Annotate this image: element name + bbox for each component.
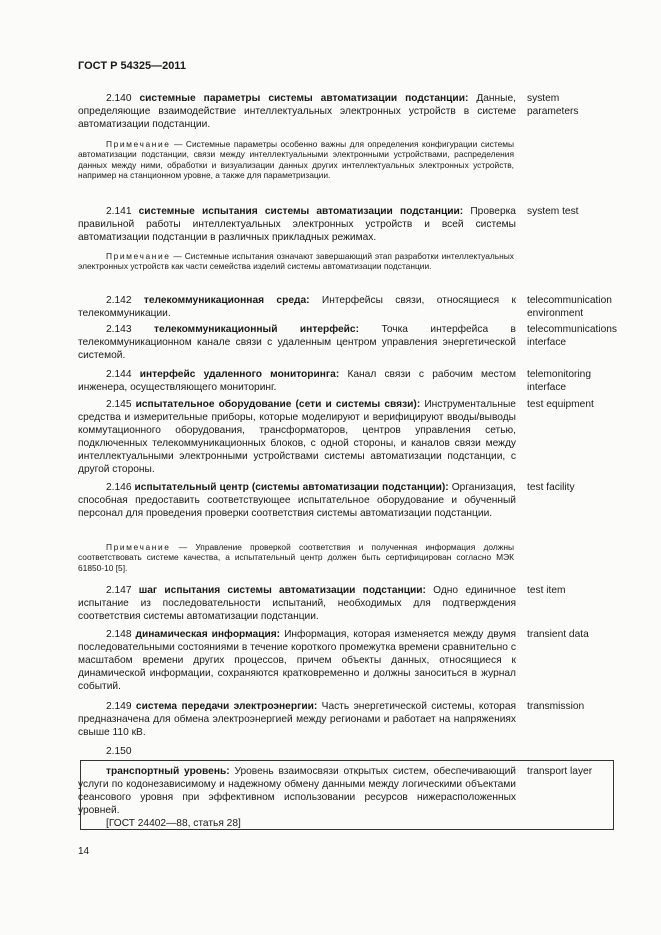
entry-number: 2.148	[106, 629, 132, 640]
entry-number: 2.143	[106, 324, 132, 335]
entry-definition: Данные, определяющие взаимодействие интеллектуальных электронных устройств в системе автоматизации подстанции.	[78, 93, 516, 130]
entry-2-142	[78, 294, 516, 320]
entry-term: телекоммуникационная среда:	[143, 295, 310, 306]
entry-definition: Организация, способная предоставить соответствующее испытательное оборудование и обученный персонал для проведения проверки соответствия системы автоматизации подстанции.	[78, 482, 516, 519]
entry-term: системные испытания системы автоматизации подстанции:	[138, 206, 464, 217]
entry-definition: Информация, которая изменяется между двумя последовательными состояниями в течение короткого промежутка времени сравнительно с масштабом времени других процессов, причем объекты данных, относящиеся к динамической информации, сохраняются кратковременно и должны заноситься в журнал событий.	[78, 629, 516, 692]
entry-english-term: system parameters	[527, 93, 579, 117]
entry-english-term: transport layer	[527, 766, 593, 777]
entry-definition: Инструментальные средства и измерительные приборы, которые моделируют и верифицируют вводы/выводы коммутационного оборудования, трансформаторов, центров управления сетью, подключенных телекоммуникационных блоков, с одной стороны, и каналов связи между интеллектуальными электронными устройствами системы автоматизации подстанции, с другой стороны.	[78, 399, 516, 475]
page-number: 14	[78, 846, 90, 857]
entry-english-term: test item	[527, 585, 566, 596]
entry-term: шаг испытания системы автоматизации подстанции:	[138, 585, 426, 596]
entry-number: 2.145	[106, 399, 132, 410]
entry-term: динамическая информация:	[135, 629, 281, 640]
note-label: Примечание	[106, 542, 171, 552]
note-2-146	[78, 542, 514, 573]
entry-english-term: system test	[527, 206, 579, 217]
entry-english-term: telemonitoring interface	[527, 369, 591, 393]
entry-2-147	[78, 584, 516, 623]
entry-number: 2.144	[106, 369, 132, 380]
entry-2-148	[78, 628, 516, 693]
entry-english-term: telecommunications interface	[527, 324, 618, 348]
entry-definition: Одно единичное испытание из последовательности испытаний, необходимых для подтверждения соответствия системы автоматизации подстанции.	[78, 585, 516, 622]
entry-number: 2.150	[106, 746, 132, 757]
note-2-141	[78, 251, 514, 272]
entry-number: 2.140	[106, 93, 132, 104]
entry-2-150-reference	[78, 817, 516, 830]
entry-definition: Уровень взаимосвязи открытых систем, обеспечивающий услуги по кодонезависимому и надежному обмену данными между логическими объектами сеансового уровня при эффективном использовании ресурсов нижерасположенных уровней.	[78, 766, 516, 816]
entry-number: 2.142	[106, 295, 132, 306]
entry-english-term: test facility	[527, 482, 575, 493]
entry-term: интерфейс удаленного мониторинга:	[139, 369, 340, 380]
entry-2-143	[78, 323, 516, 362]
entry-definition: Часть энергетической системы, которая предназначена для обмена электроэнергией между регионами и работает на напряжениях свыше 110 кВ.	[78, 701, 517, 738]
note-text: — Системные испытания означают завершающий этап разработки интеллектуальных электронных устройств как части семейства изделий системы автоматизации подстанции.	[78, 251, 514, 272]
entry-term: испытательное оборудование (сети и системы связи):	[135, 399, 421, 410]
document-header: ГОСТ Р 54325—2011	[78, 60, 186, 72]
note-label: Примечание	[106, 251, 171, 261]
entry-english-term: transmission	[527, 701, 585, 712]
entry-number: 2.141	[106, 206, 132, 217]
note-text: — Системные параметры особенно важны для определения конфигурации системы автоматизации подстанции, связи между интеллектуальными электронными устройствами, распределения данных между ними, обработки и визуализации данных других интеллектуальных электронных устройств, например на станционном уровне, а также для параметризации.	[78, 139, 514, 181]
note-label: Примечание	[106, 139, 171, 149]
entry-term: система передачи электроэнергии:	[135, 701, 318, 712]
entry-number: 2.147	[106, 585, 132, 596]
note-2-140	[78, 139, 514, 181]
entry-number: 2.149	[106, 701, 132, 712]
entry-2-140	[78, 92, 516, 131]
entry-definition: Проверка правильной работы интеллектуальных электронных устройств и всей системы автоматизации подстанции в различных прикладных режимах.	[78, 206, 516, 243]
entry-english-term: transient data	[527, 629, 589, 640]
entry-2-146	[78, 481, 516, 520]
entry-2-150-number	[78, 745, 516, 758]
entry-definition: Точка интерфейса в телекоммуникационном канале связи с удаленным центром управления энергетической системой.	[78, 324, 516, 361]
entry-2-141	[78, 205, 516, 244]
entry-number: 2.146	[106, 482, 132, 493]
entry-english-term: telecommunication environment	[527, 295, 612, 319]
entry-term: системные параметры системы автоматизации подстанции:	[139, 93, 469, 104]
entry-2-149	[78, 700, 516, 739]
entry-definition: Интерфейсы связи, относящиеся к телекоммуникации.	[78, 295, 516, 319]
entry-2-145	[78, 398, 516, 476]
entry-term: испытательный центр (системы автоматизации подстанции):	[134, 482, 449, 493]
entry-english-term: test equipment	[527, 399, 594, 410]
entry-term: транспортный уровень:	[106, 766, 230, 777]
entry-2-150	[78, 765, 516, 817]
entry-2-144	[78, 368, 516, 394]
entry-term: телекоммуникационный интерфейс:	[153, 324, 359, 335]
entry-definition: Канал связи с рабочим местом инженера, осуществляющего мониторинг.	[78, 369, 516, 393]
entry-reference: [ГОСТ 24402—88, статья 28]	[106, 818, 241, 829]
note-text: — Управление проверкой соответствия и полученная информация должны соответствовать системе качества, а испытательный центр должен быть сертифицирован согласно МЭК 61850-10 [5].	[78, 542, 515, 573]
